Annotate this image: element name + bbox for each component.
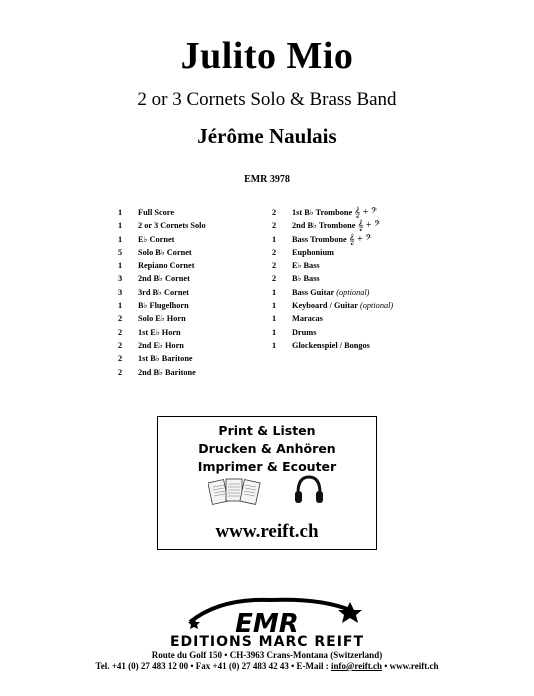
instrument-row [272, 326, 393, 339]
instrument-quantity: 1 [118, 208, 123, 217]
instrument-name: Maracas [292, 314, 323, 324]
optional-note: (optional) [360, 301, 394, 311]
publisher-contact [0, 661, 534, 671]
instrument-name: E♭ Cornet [138, 234, 175, 244]
instrument-quantity: 1 [118, 221, 123, 231]
instrument-row [272, 219, 393, 232]
instrument-name: 2nd B♭ Trombone [292, 221, 356, 231]
instrument-quantity: 1 [272, 287, 277, 297]
instrument-row [272, 246, 393, 259]
instrument-row [118, 326, 206, 339]
instrument-row [118, 272, 206, 285]
instrument-name: Bass Trombone [292, 234, 347, 244]
sheet-music-icon [208, 475, 262, 509]
instrument-quantity: 1 [118, 301, 123, 311]
instrument-row [272, 299, 393, 312]
contact-web: • www.reift.ch [381, 661, 439, 671]
instrument-quantity: 2 [272, 261, 277, 271]
instrument-name: 2nd B♭ Cornet [138, 274, 190, 284]
print-listen-box[interactable] [157, 416, 377, 550]
instrument-name: Repiano Cornet [138, 261, 195, 271]
instrument-row [118, 352, 206, 365]
instrument-row [272, 272, 393, 285]
instrument-row [272, 339, 393, 352]
catalog-code: EMR 3978 [244, 174, 290, 185]
instrument-name: Drums [292, 327, 317, 337]
instrument-row [118, 299, 206, 312]
instrument-name: 2 or 3 Cornets Solo [138, 221, 206, 231]
instrument-quantity: 2 [272, 274, 277, 284]
instrument-name: Keyboard / Guitar [292, 301, 358, 311]
subtitle: 2 or 3 Cornets Solo & Brass Band [137, 89, 397, 110]
instrument-row [118, 366, 206, 379]
instrument-row [272, 259, 393, 272]
clef-icons: 𝄞 + 𝄢 [354, 207, 378, 218]
promo-line-english: Print & Listen [218, 423, 316, 438]
instrument-quantity: 2 [118, 314, 123, 324]
instrument-name: 1st B♭ Baritone [138, 354, 193, 364]
instrument-row [118, 259, 206, 272]
emr-logo [150, 592, 384, 640]
instrument-quantity: 3 [118, 274, 123, 284]
clef-icons: 𝄞 + 𝄢 [357, 220, 381, 232]
instrument-row [272, 206, 393, 219]
instrument-row [118, 233, 206, 246]
instrument-quantity: 2 [118, 354, 123, 364]
instrument-row [272, 286, 393, 299]
headphones-icon [293, 473, 325, 507]
instrument-row [118, 219, 206, 232]
clef-icons: 𝄞 + 𝄢 [348, 233, 372, 245]
instrument-name: 2nd B♭ Baritone [138, 367, 196, 377]
instrument-name: Euphonium [292, 247, 334, 257]
instrument-name: 1st B♭ Trombone [292, 208, 353, 217]
instrument-quantity: 1 [118, 234, 123, 244]
instrument-row [118, 246, 206, 259]
instrument-quantity: 2 [118, 327, 123, 337]
instrument-name: E♭ Bass [292, 261, 320, 271]
instrument-quantity: 1 [118, 261, 123, 271]
instrumentation-right [272, 206, 393, 352]
logo-letters: EMR [235, 609, 299, 639]
promo-line-french: Imprimer & Ecouter [197, 459, 337, 474]
instrument-row [272, 312, 393, 325]
instrument-name: 1st E♭ Horn [138, 327, 181, 337]
instrument-quantity: 3 [118, 287, 123, 297]
instrument-name: B♭ Flugelhorn [138, 301, 189, 311]
instrument-quantity: 1 [272, 340, 277, 350]
instrument-name: Solo E♭ Horn [138, 314, 186, 324]
instrument-quantity: 2 [118, 340, 123, 350]
instrument-row [118, 286, 206, 299]
instrument-row [118, 206, 206, 219]
instrument-quantity: 5 [118, 247, 123, 257]
instrument-quantity: 1 [272, 314, 277, 324]
instrument-row [272, 233, 393, 246]
page-title: Julito Mio [180, 35, 354, 77]
email-link[interactable]: info@reift.ch [331, 661, 382, 671]
instrument-quantity: 1 [272, 327, 277, 337]
publisher-address: Route du Golf 150 • CH-3963 Crans-Montana (Switzerland) [151, 650, 383, 660]
optional-note: (optional) [336, 287, 370, 297]
instrument-name: Full Score [138, 208, 175, 217]
instrument-name: Glockenspiel / Bongos [292, 340, 370, 350]
instrument-quantity: 2 [118, 367, 123, 377]
instrument-row [118, 312, 206, 325]
instrument-quantity: 2 [272, 247, 277, 257]
contact-phone-fax: Tel. +41 (0) 27 483 12 00 • Fax +41 (0) 27 483 42 43 • E-Mail : [95, 661, 332, 671]
instrument-quantity: 2 [272, 221, 277, 231]
instrument-name: Solo B♭ Cornet [138, 247, 192, 257]
instrument-name: Bass Guitar [292, 287, 335, 297]
promo-line-german: Drucken & Anhören [198, 441, 336, 456]
instrumentation-left [118, 206, 206, 379]
website-url[interactable]: www.reift.ch [215, 521, 319, 542]
instrument-quantity: 2 [272, 208, 277, 217]
instrument-quantity: 1 [272, 234, 277, 244]
publisher-name: EDITIONS MARC REIFT [169, 634, 365, 650]
instrument-row [118, 339, 206, 352]
instrument-name: B♭ Bass [292, 274, 320, 284]
composer-name: Jérôme Naulais [197, 124, 337, 148]
instrument-name: 2nd E♭ Horn [138, 340, 184, 350]
instrument-name: 3rd B♭ Cornet [138, 287, 189, 297]
instrument-quantity: 1 [272, 301, 277, 311]
